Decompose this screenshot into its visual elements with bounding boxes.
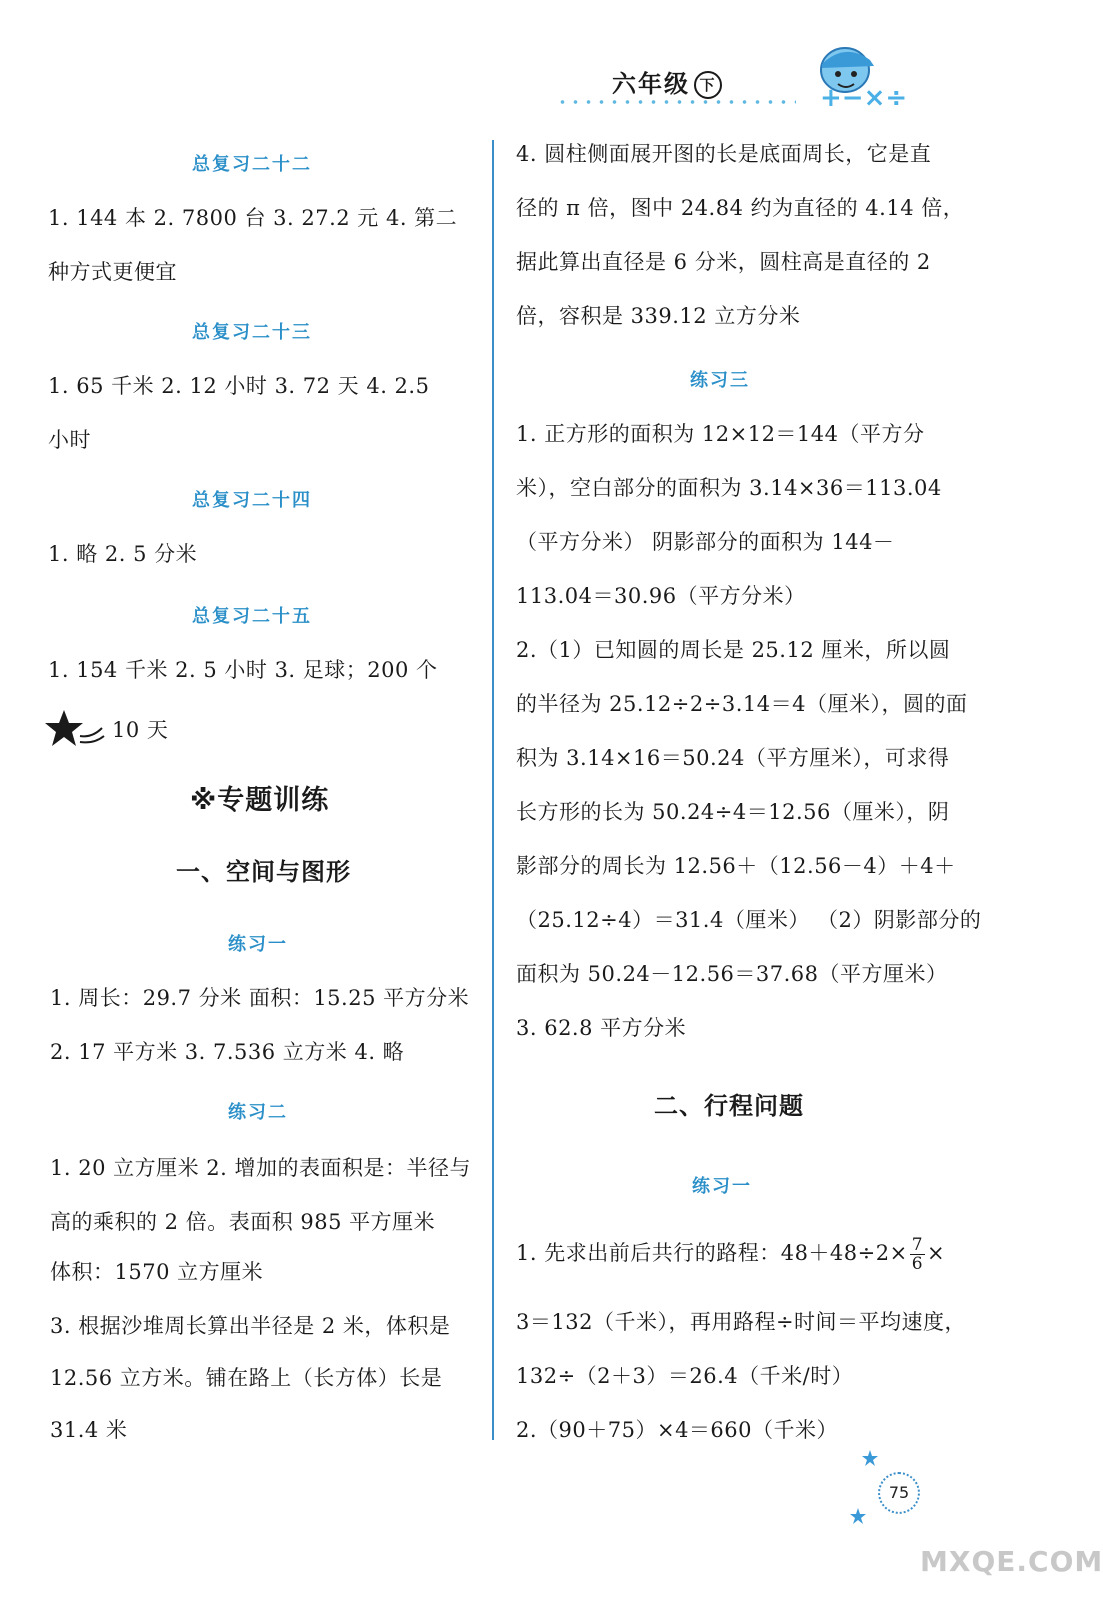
answer-line: 体积：1570 立方厘米 [50,1260,264,1284]
fraction-denominator: 6 [911,1254,924,1274]
answer-line-fraction [516,1236,945,1273]
grade-title [612,64,722,99]
watermark: MXQE.COM [920,1545,1103,1578]
part1-title: 一、空间与图形 [176,858,351,886]
answer-line: 2.（90＋75）×4＝660（千米） [516,1418,839,1442]
exercise-2-title: 练习二 [228,1102,288,1123]
answer-line: 3. 根据沙堆周长算出半径是 2 米，体积是 [50,1314,451,1338]
answer-line: 1. 154 千米 2. 5 小时 3. 足球；200 个 [48,658,438,682]
answer-line: （平方分米） 阴影部分的面积为 144－ [516,530,895,554]
exercise-1b-title: 练习一 [692,1176,752,1197]
topic-title: ※专题训练 [190,785,330,816]
exercise-1-title: 练习一 [228,934,288,955]
answer-line: 4. 圆柱侧面展开图的长是底面周长，它是直 [516,142,932,166]
answer-line: 2.（1）已知圆的周长是 25.12 厘米，所以圆 [516,638,951,662]
answer-text: 1. 先求出前后共行的路程：48＋48÷2× [516,1241,908,1265]
answer-line: 米），空白部分的面积为 3.14×36＝113.04 [516,476,942,500]
answer-line: 小时 [48,428,91,452]
answer-line: 132÷（2＋3）＝26.4（千米/时） [516,1364,854,1388]
cartoon-boy-icon [800,40,930,112]
part2-title: 二、行程问题 [654,1092,804,1120]
exercise-3-title: 练习三 [690,370,750,391]
answer-line: 积为 3.14×16＝50.24（平方厘米），可求得 [516,746,950,770]
fraction-numerator: 7 [911,1235,924,1255]
section-title-review-25: 总复习二十五 [192,606,312,627]
answer-line: 高的乘积的 2 倍。表面积 985 平方厘米 [50,1210,436,1234]
star-answer: 10 天 [112,718,169,742]
section-title-review-22: 总复习二十二 [192,154,312,175]
column-divider [492,140,494,1440]
answer-line: 3. 62.8 平方分米 [516,1016,687,1040]
answer-line: 113.04＝30.96（平方分米） [516,584,806,608]
answer-line: 3＝132（千米），再用路程÷时间＝平均速度， [516,1310,967,1334]
fraction [910,1236,925,1273]
answer-line: 长方形的长为 50.24÷4＝12.56（厘米），阴 [516,800,950,824]
answer-line: 据此算出直径是 6 分米，圆柱高是直径的 2 [516,250,931,274]
header-dotted-line [556,100,796,104]
answer-line: 径的 π 倍，图中 24.84 约为直径的 4.14 倍， [516,196,965,220]
answer-line: 31.4 米 [50,1418,128,1442]
answer-line: 倍，容积是 339.12 立方分米 [516,304,801,328]
answer-line: 12.56 立方米。铺在路上（长方体）长是 [50,1366,443,1390]
answer-line: 1. 20 立方厘米 2. 增加的表面积是：半径与 [50,1156,471,1180]
volume-badge: 下 [694,71,722,99]
answer-line: 的半径为 25.12÷2÷3.14＝4（厘米），圆的面 [516,692,968,716]
star-icon [44,708,106,750]
grade-label: 六年级 [612,70,690,98]
answer-line: 2. 17 平方米 3. 7.536 立方米 4. 略 [50,1040,405,1064]
answer-line: 1. 周长：29.7 分米 面积：15.25 平方分米 [50,986,470,1010]
answer-line: 1. 略 2. 5 分米 [48,542,198,566]
answer-line: （25.12÷4）＝31.4（厘米） （2）阴影部分的 [516,908,982,932]
svg-text:+−×÷: +−×÷ [820,83,908,113]
answer-line: 影部分的周长为 12.56＋（12.56－4）＋4＋ [516,854,956,878]
answer-line: 1. 65 千米 2. 12 小时 3. 72 天 4. 2.5 [48,374,430,398]
answer-line: 种方式更便宜 [48,260,177,284]
answer-line: 1. 正方形的面积为 12×12＝144（平方分 [516,422,925,446]
answer-line: 面积为 50.24－12.56＝37.68（平方厘米） [516,962,948,986]
answer-text: × [927,1241,946,1265]
section-title-review-24: 总复习二十四 [192,490,312,511]
section-title-review-23: 总复习二十三 [192,322,312,343]
page-number: 75 [878,1472,920,1514]
answer-line: 1. 144 本 2. 7800 台 3. 27.2 元 4. 第二 [48,206,458,230]
